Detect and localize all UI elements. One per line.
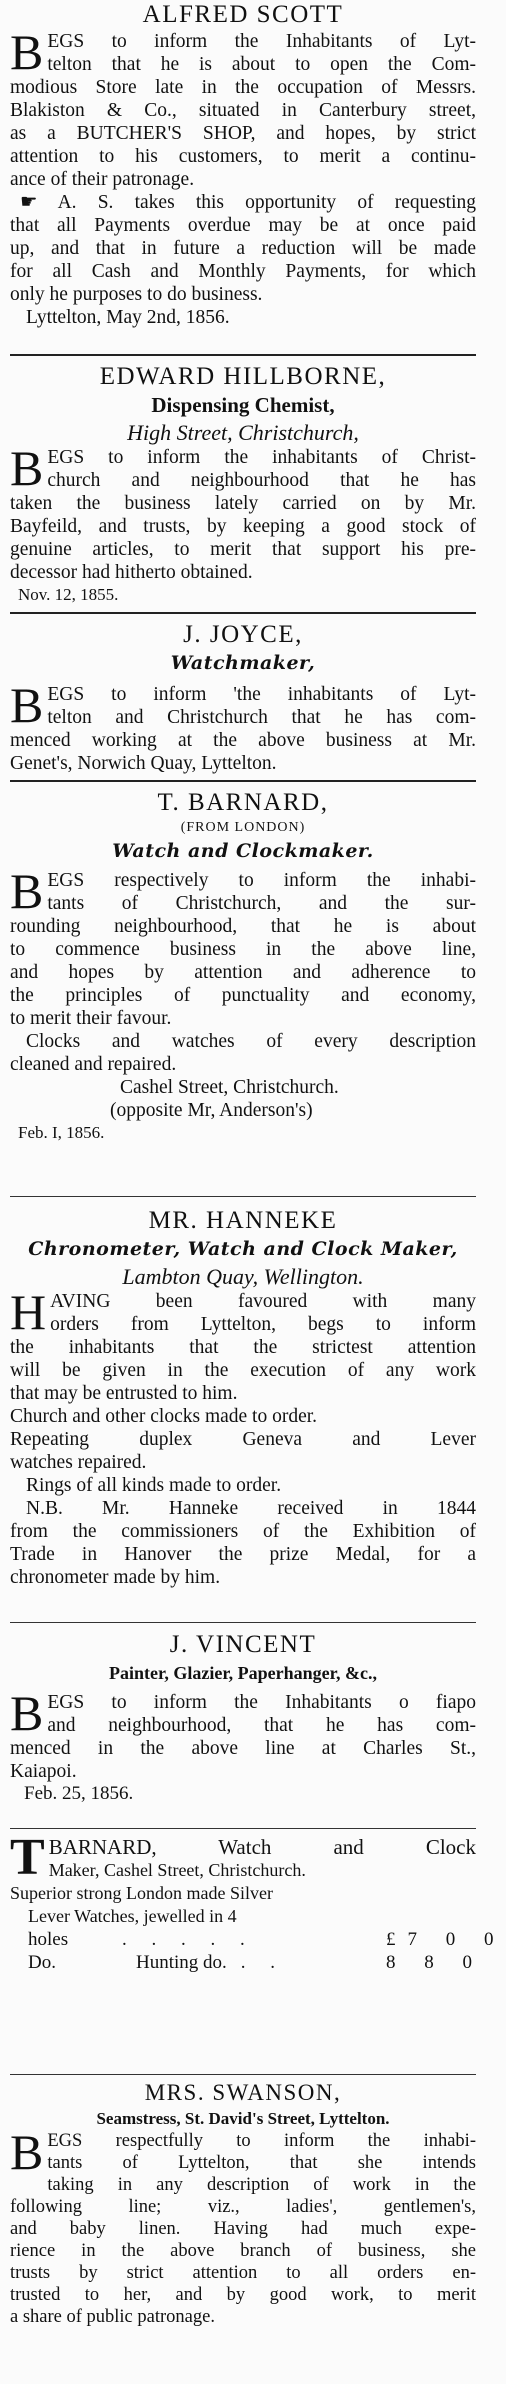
ad-address: High Street, Christchurch,	[127, 420, 359, 445]
ad-subtitle: Watch and Clockmaker.	[112, 840, 374, 862]
price: £7 0 0	[386, 1929, 506, 1950]
ad-body: T BARNARD, Watch and Clock Maker, Cashel Street, Christchurch. Superior strong London made Silver Lever Watches, jewelled in 4	[10, 1829, 476, 1926]
ad-mrs-swanson	[10, 2078, 476, 2328]
drop-cap: B	[10, 863, 44, 919]
ad-body: H AVING been favoured with many orders from Lyttelton, begs to inform the inhabitants that the strictest attention will be given in the execution of any work that may be entrusted to him. Church and other clocks made to order. Repeating duplex Geneva and Lever watches repaired. Rings of all kinds made to order. N.B. Mr. Hanneke received in 1844 from the commissioners of the Exhibition of Trade in Hanover the prize Medal, for a chronometer made by him.	[10, 1284, 476, 1588]
ad-body: B EGS respectfully to inform the inhabi- tants of Lyttelton, that she intends taking in any description of work in the following line; viz., ladies', gentlemen's, and baby linen. Having had much expe- rience in the above branch of business, she trusts by strict attention to all orders en- trusted to her, and by good work, to merit a share of public patronage.	[10, 2124, 476, 2327]
price-row: holes . . . . . £7 0 0	[28, 1929, 506, 1950]
divider	[10, 2074, 476, 2075]
divider	[10, 354, 476, 356]
ad-t-barnard	[10, 788, 476, 1144]
ad-t-barnard-watches	[10, 1829, 506, 1974]
ad-title: J. JOYCE,	[183, 621, 303, 648]
ad-title: EDWARD HILLBORNE,	[99, 363, 387, 390]
ad-title: MR. HANNEKE	[148, 1207, 338, 1234]
drop-cap: T	[10, 1829, 45, 1886]
ad-date: Lyttelton, May 2nd, 1856.	[26, 307, 230, 328]
ad-body: B EGS respectively to inform the inhabi- tants of Christchurch, and the sur- rounding neighbourhood, that he is about to commence business in the above line, and hopes by attention and adherence to the principles of punctuality and economy, to merit their favour. Clocks and watches of every description cleaned and repaired. Cashel Street, Christchurch. (opposite Mr, Anderson's)	[10, 863, 476, 1121]
ad-body: B EGS to inform the Inhabitants of Lyt- telton that he is about to open the Com- modious Store late in the occupation of Messrs. Blakiston & Co., situated in Canterbury street, as a BUTCHER'S SHOP, and hopes, by strict attention to his customers, to merit a continu- ance of their patronage. ☛ A. S. takes this opportunity of requesting that all Payments overdue may be at once paid up, and that in future a reduction will be made for all Cash and Monthly Payments, for which only he purposes to do business. Lyttelton, May 2nd, 1856.	[10, 24, 476, 328]
ad-body: B EGS to inform 'the inhabitants of Lyt- telton and Christchurch that he has com- menced working at the above business at Mr. Genet's, Norwich Quay, Lyttelton.	[10, 677, 476, 774]
drop-cap: B	[10, 440, 44, 496]
ad-mr-hanneke	[10, 1206, 476, 1589]
divider	[10, 612, 476, 614]
ad-j-vincent	[10, 1630, 476, 1805]
drop-cap: H	[10, 1284, 47, 1340]
price: 8 8 0	[386, 1952, 484, 1973]
ad-edward-hillborne	[10, 362, 476, 606]
ad-j-joyce	[10, 620, 476, 775]
divider	[10, 1622, 476, 1623]
ad-title: ALFRED SCOTT	[142, 1, 344, 28]
ad-alfred-scott	[10, 0, 476, 329]
divider	[10, 1828, 476, 1829]
ad-subtitle: Dispensing Chemist,	[151, 393, 335, 417]
ad-title: MRS. SWANSON,	[144, 2080, 342, 2105]
ad-title: T. BARNARD,	[157, 789, 329, 816]
divider	[10, 1196, 476, 1197]
drop-cap: B	[10, 677, 44, 733]
ad-date: Feb. I, 1856.	[18, 1123, 105, 1142]
ad-subtitle: Painter, Glazier, Paperhanger, &c.,	[109, 1663, 377, 1683]
ad-title: J. VINCENT	[169, 1631, 317, 1658]
ad-address-note: (opposite Mr, Anderson's)	[110, 1100, 313, 1121]
ad-address: Cashel Street, Christchurch.	[120, 1077, 339, 1098]
pointing-hand-icon: ☛	[20, 192, 58, 213]
ad-date: Feb. 25, 1856.	[24, 1783, 134, 1804]
drop-cap: B	[10, 1685, 44, 1741]
ad-address: Lambton Quay, Wellington.	[122, 1264, 364, 1289]
ad-subtitle: Seamstress, St. David's Street, Lyttelton.	[96, 2109, 390, 2128]
drop-cap: B	[10, 2124, 44, 2180]
ad-subtitle: Chronometer, Watch and Clock Maker,	[28, 1238, 458, 1260]
price-row: Do. Hunting do. . . 8 8 0	[28, 1952, 484, 1973]
ad-origin: (FROM LONDON)	[180, 820, 306, 835]
ad-body: B EGS to inform the Inhabitants o fiapo and neighbourhood, that he has com- menced in the above line at Charles St., Kaiapoi.	[10, 1685, 476, 1782]
drop-cap: B	[10, 24, 44, 80]
ad-date: Nov. 12, 1855.	[18, 585, 119, 604]
divider	[10, 780, 476, 782]
ad-subtitle: Watchmaker,	[170, 652, 316, 674]
ad-body: B EGS to inform the inhabitants of Christ- church and neighbourhood that he has taken the business lately carried on by Mr. Bayfeild, and trusts, by keeping a good stock of genuine articles, to merit that support his pre- decessor had hitherto obtained.	[10, 440, 476, 583]
